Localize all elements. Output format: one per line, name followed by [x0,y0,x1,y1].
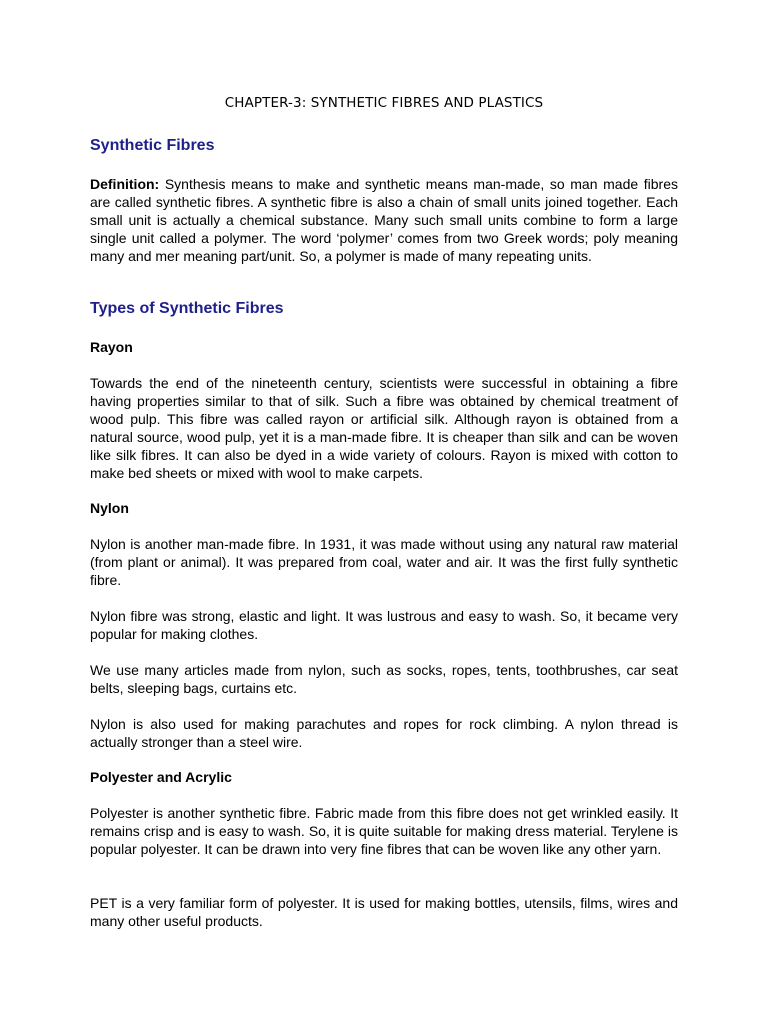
definition-label: Definition: [90,176,160,192]
nylon-paragraph-3: We use many articles made from nylon, such as socks, ropes, tents, toothbrushes, car seat belts, sleeping bags, curtains etc. [90,662,678,696]
definition-text: Synthesis means to make and synthetic means man-made, so man made fibres are called synthetic fibres. A synthetic fibre is also a chain of small units joined together. Each small unit is actually a chemical substance. Many such small units combine to form a large single unit called a polymer. The word ‘polymer’ comes from two Greek words; poly meaning many and mer meaning part/unit. So, a polymer is made of many repeating units. [90,176,678,264]
nylon-paragraph-1: Nylon is another man-made fibre. In 1931, it was made without using any natural raw material (from plant or animal). It was prepared from coal, water and air. It was the first fully synthetic fibre. [90,536,678,588]
heading-types-of-synthetic-fibres: Types of Synthetic Fibres [90,300,284,317]
heading-rayon: Rayon [90,339,133,355]
polyester-paragraph-2: PET is a very familiar form of polyester. It is used for making bottles, utensils, films, wires and many other useful products. [90,895,678,929]
heading-nylon: Nylon [90,500,129,516]
heading-synthetic-fibres: Synthetic Fibres [90,137,215,154]
nylon-paragraph-2: Nylon fibre was strong, elastic and light. It was lustrous and easy to wash. So, it became very popular for making clothes. [90,608,678,642]
polyester-paragraph-1: Polyester is another synthetic fibre. Fabric made from this fibre does not get wrinkled easily. It remains crisp and is easy to wash. So, it is quite suitable for making dress material. Terylene is popular polyester. It can be drawn into very fine fibres that can be woven like any other yarn. [90,805,678,857]
chapter-title: CHAPTER-3: SYNTHETIC FIBRES AND PLASTICS [224,95,544,111]
definition-paragraph [90,175,678,265]
rayon-paragraph: Towards the end of the nineteenth century, scientists were successful in obtaining a fibre having properties similar to that of silk. Such a fibre was obtained by chemical treatment of wood pulp. This fibre was called rayon or artificial silk. Although rayon is obtained from a natural source, wood pulp, yet it is a man-made fibre. It is cheaper than silk and can be woven like silk fibres. It can also be dyed in a wide variety of colours. Rayon is mixed with cotton to make bed sheets or mixed with wool to make carpets. [90,375,678,481]
nylon-paragraph-4: Nylon is also used for making parachutes and ropes for rock climbing. A nylon thread is actually stronger than a steel wire. [90,716,678,750]
heading-polyester-and-acrylic: Polyester and Acrylic [90,769,232,785]
